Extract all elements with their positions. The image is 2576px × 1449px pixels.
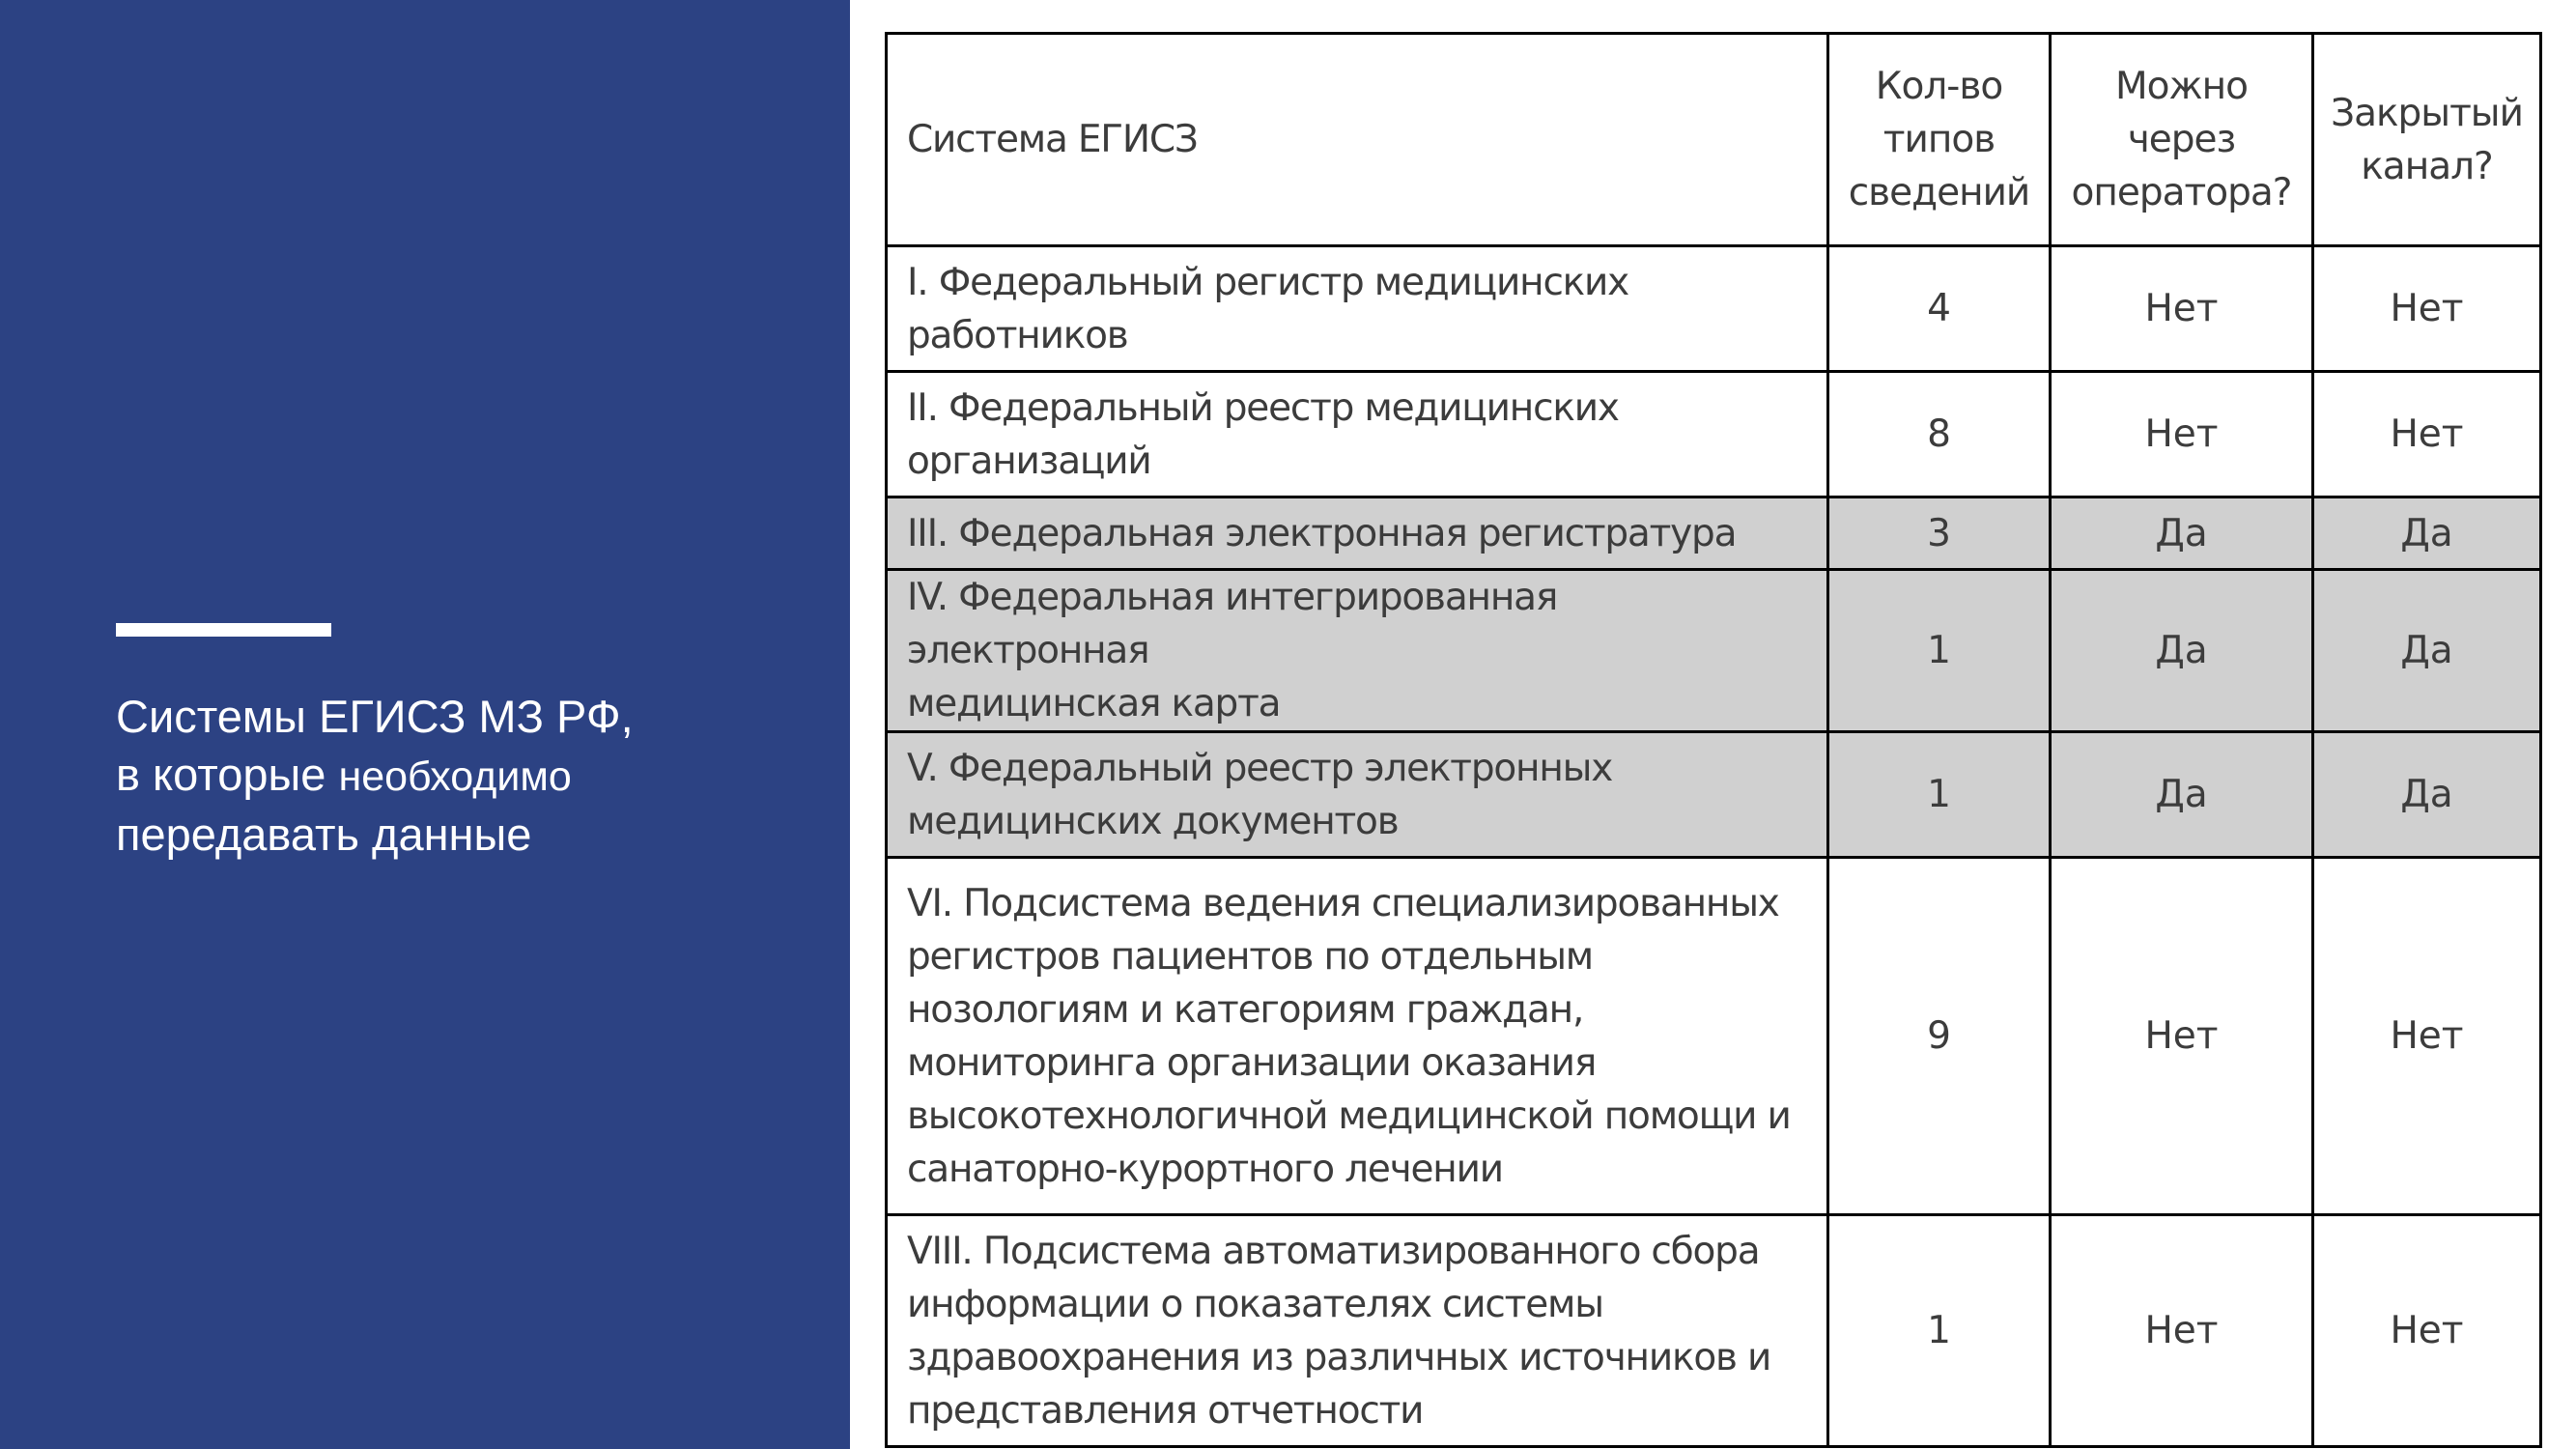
closed-channel-cell: Нет (2313, 1215, 2541, 1447)
systems-table (885, 32, 2542, 1448)
closed-channel-cell: Нет (2313, 372, 2541, 497)
header-system: Система ЕГИСЗ (887, 34, 1828, 246)
count-cell: 1 (1828, 1215, 2051, 1447)
slide-title (116, 688, 811, 864)
system-name-cell: III. Федеральная электронная регистратура (887, 497, 1828, 570)
table-header-row (887, 34, 2541, 246)
table-row (887, 1215, 2541, 1447)
system-name-cell: IV. Федеральная интегрированная электронная медицинская карта (887, 570, 1828, 732)
operator-cell: Да (2051, 497, 2313, 570)
table-row (887, 246, 2541, 372)
operator-cell: Нет (2051, 372, 2313, 497)
closed-channel-cell: Да (2313, 570, 2541, 732)
table-row (887, 732, 2541, 858)
title-line: передавать данные (116, 809, 532, 860)
count-cell: 1 (1828, 570, 2051, 732)
operator-cell: Нет (2051, 1215, 2313, 1447)
operator-cell: Да (2051, 570, 2313, 732)
header-closed-channel: Закрытый канал? (2313, 34, 2541, 246)
count-cell: 1 (1828, 732, 2051, 858)
operator-cell: Да (2051, 732, 2313, 858)
header-operator: Можно через оператора? (2051, 34, 2313, 246)
table-row (887, 858, 2541, 1215)
accent-bar (116, 623, 331, 637)
closed-channel-cell: Нет (2313, 246, 2541, 372)
header-count: Кол-во типов сведений (1828, 34, 2051, 246)
table-row (887, 372, 2541, 497)
title-line: в которые необходимо (116, 749, 572, 800)
system-name-cell: I. Федеральный регистр медицинских работников (887, 246, 1828, 372)
closed-channel-cell: Да (2313, 497, 2541, 570)
count-cell: 8 (1828, 372, 2051, 497)
operator-cell: Нет (2051, 246, 2313, 372)
count-cell: 3 (1828, 497, 2051, 570)
operator-cell: Нет (2051, 858, 2313, 1215)
closed-channel-cell: Да (2313, 732, 2541, 858)
table-row (887, 497, 2541, 570)
sidebar-panel (0, 0, 850, 1449)
table-row (887, 570, 2541, 732)
system-name-cell: VIII. Подсистема автоматизированного сбора информации о показателях системы здравоохранения из различных источников и представления отчетности (887, 1215, 1828, 1447)
title-line: Системы ЕГИСЗ МЗ РФ, (116, 691, 634, 742)
system-name-cell: VI. Подсистема ведения специализированных регистров пациентов по отдельным нозологиям и категориям граждан, мониторинга организации оказания высокотехнологичной медицинской помощи и санаторно-курортного лечении (887, 858, 1828, 1215)
closed-channel-cell: Нет (2313, 858, 2541, 1215)
count-cell: 4 (1828, 246, 2051, 372)
count-cell: 9 (1828, 858, 2051, 1215)
system-name-cell: II. Федеральный реестр медицинских организаций (887, 372, 1828, 497)
systems-table-wrapper (885, 32, 2542, 1448)
system-name-cell: V. Федеральный реестр электронных медицинских документов (887, 732, 1828, 858)
